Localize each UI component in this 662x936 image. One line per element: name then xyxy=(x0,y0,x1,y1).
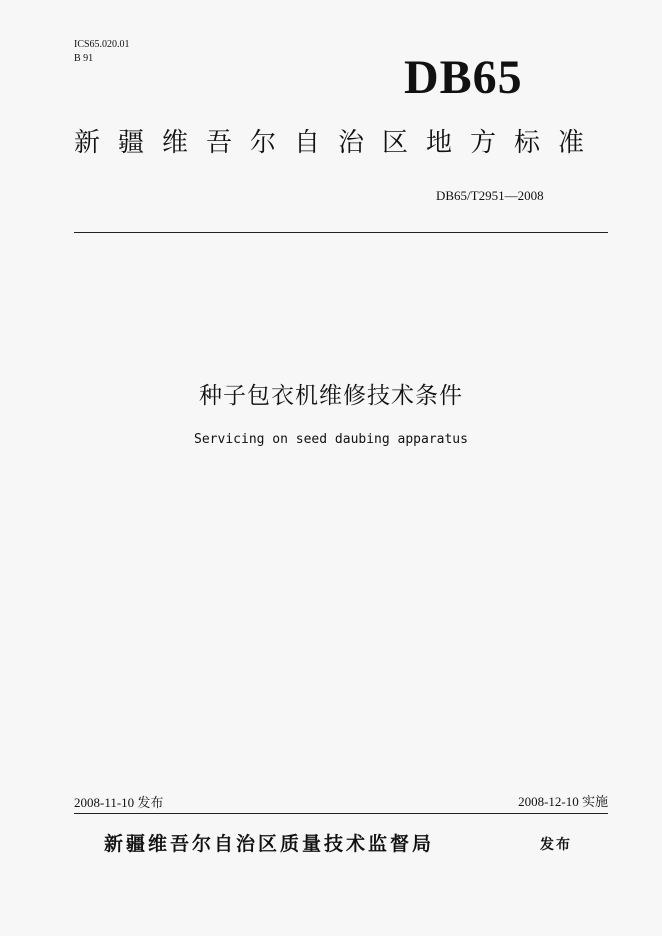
document-title-en: Servicing on seed daubing apparatus xyxy=(194,432,468,447)
classification-codes xyxy=(74,38,130,66)
issuing-authority: 新疆维吾尔自治区质量技术监督局 xyxy=(104,833,435,855)
class-code: B 91 xyxy=(74,53,94,64)
db-logo: DB65 xyxy=(404,51,523,104)
implement-date: 2008-12-10 实施 xyxy=(518,794,608,809)
document-title-cn: 种子包衣机维修技术条件 xyxy=(199,383,463,409)
top-divider xyxy=(74,232,608,233)
publish-date: 2008-11-10 发布 xyxy=(74,795,164,810)
ics-code: ICS65.020.01 xyxy=(74,39,130,50)
issuer-suffix: 发布 xyxy=(540,837,572,853)
standard-type-heading: 新疆维吾尔自治区地方标准 xyxy=(74,128,603,158)
standard-number: DB65/T2951—2008 xyxy=(436,188,544,203)
bottom-divider xyxy=(74,813,608,814)
